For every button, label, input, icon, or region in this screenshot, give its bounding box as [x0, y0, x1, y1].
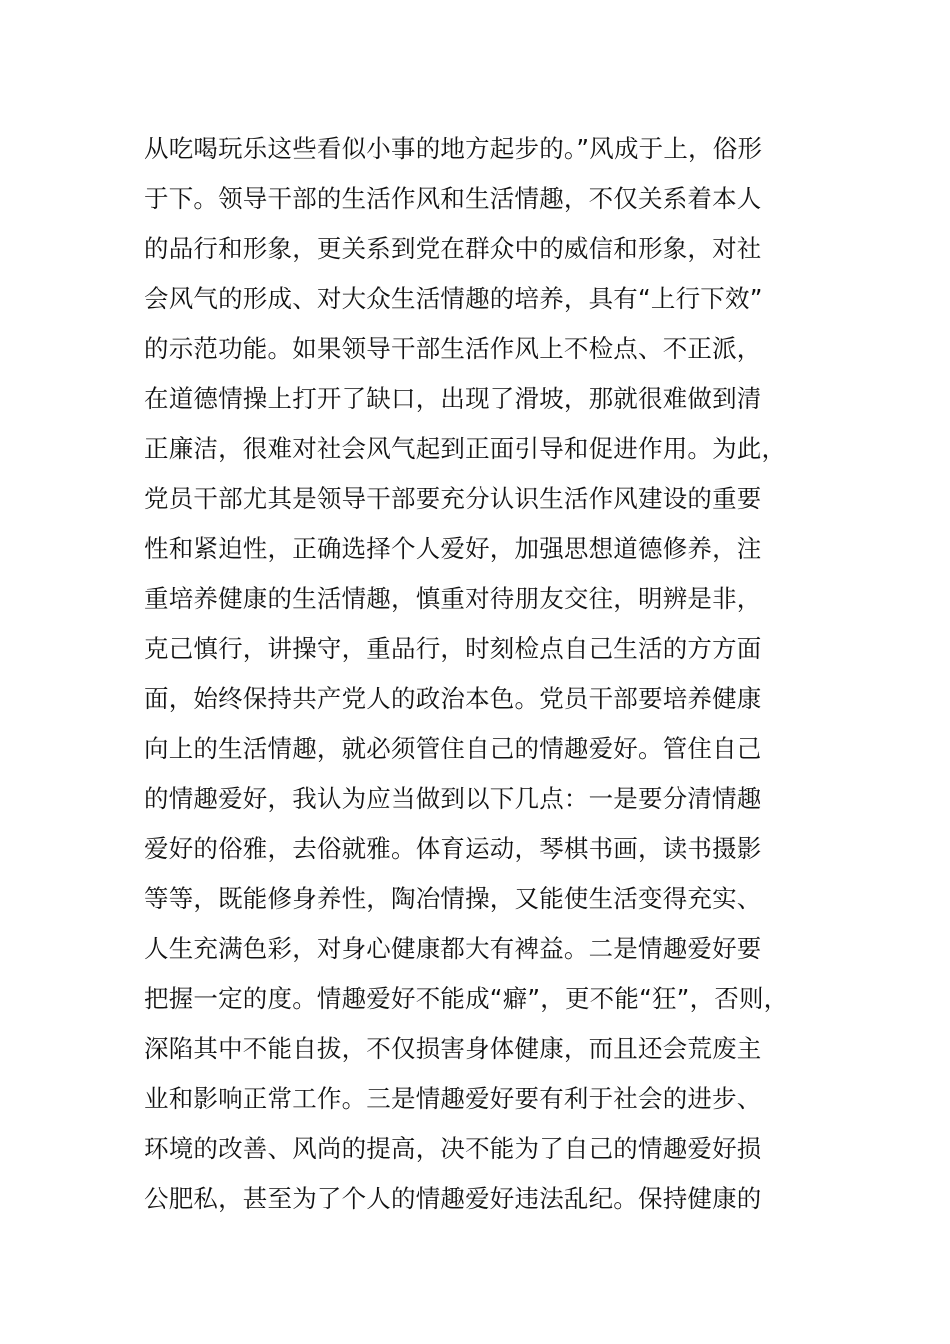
text-line-18: 把握一定的度。情趣爱好不能成“癖”，更不能“狂”，否则，: [144, 984, 789, 1013]
text-line-4: 会风气的形成、对大众生活情趣的培养，具有“上行下效”: [144, 284, 763, 313]
text-line-22: 公肥私，甚至为了个人的情趣爱好违法乱纪。保持健康的: [144, 1184, 762, 1213]
text-line-12: 面，始终保持共产党人的政治本色。党员干部要培养健康: [144, 684, 762, 713]
text-line-19: 深陷其中不能自拔，不仅损害身体健康，而且还会荒废主: [144, 1034, 762, 1063]
text-line-20: 业和影响正常工作。三是情趣爱好要有利于社会的进步、: [144, 1084, 762, 1113]
text-line-1: 从吃喝玩乐这些看似小事的地方起步的。”风成于上，俗形: [144, 134, 763, 163]
text-line-16: 等等，既能修身养性，陶冶情操，又能使生活变得充实、: [144, 884, 762, 913]
text-line-13: 向上的生活情趣，就必须管住自己的情趣爱好。管住自己: [144, 734, 762, 763]
text-line-6: 在道德情操上打开了缺口，出现了滑坡，那就很难做到清: [144, 384, 762, 413]
text-line-10: 重培养健康的生活情趣，慎重对待朋友交往，明辨是非，: [144, 584, 762, 613]
text-line-15: 爱好的俗雅，去俗就雅。体育运动，琴棋书画，读书摄影: [144, 834, 762, 863]
text-line-2: 于下。领导干部的生活作风和生活情趣，不仅关系着本人: [144, 184, 762, 213]
text-line-17: 人生充满色彩，对身心健康都大有裨益。二是情趣爱好要: [144, 934, 762, 963]
text-line-7: 正廉洁，很难对社会风气起到正面引导和促进作用。为此，: [144, 434, 787, 463]
body-text: [144, 124, 814, 1224]
text-line-11: 克己慎行，讲操守，重品行，时刻检点自己生活的方方面: [144, 634, 762, 663]
text-line-5: 的示范功能。如果领导干部生活作风上不检点、不正派，: [144, 334, 762, 363]
text-line-8: 党员干部尤其是领导干部要充分认识生活作风建设的重要: [144, 484, 762, 513]
text-line-3: 的品行和形象，更关系到党在群众中的威信和形象，对社: [144, 234, 762, 263]
text-line-21: 环境的改善、风尚的提高，决不能为了自己的情趣爱好损: [144, 1134, 762, 1163]
text-line-9: 性和紧迫性，正确选择个人爱好，加强思想道德修养，注: [144, 534, 762, 563]
text-line-14: 的情趣爱好，我认为应当做到以下几点：一是要分清情趣: [144, 784, 762, 813]
